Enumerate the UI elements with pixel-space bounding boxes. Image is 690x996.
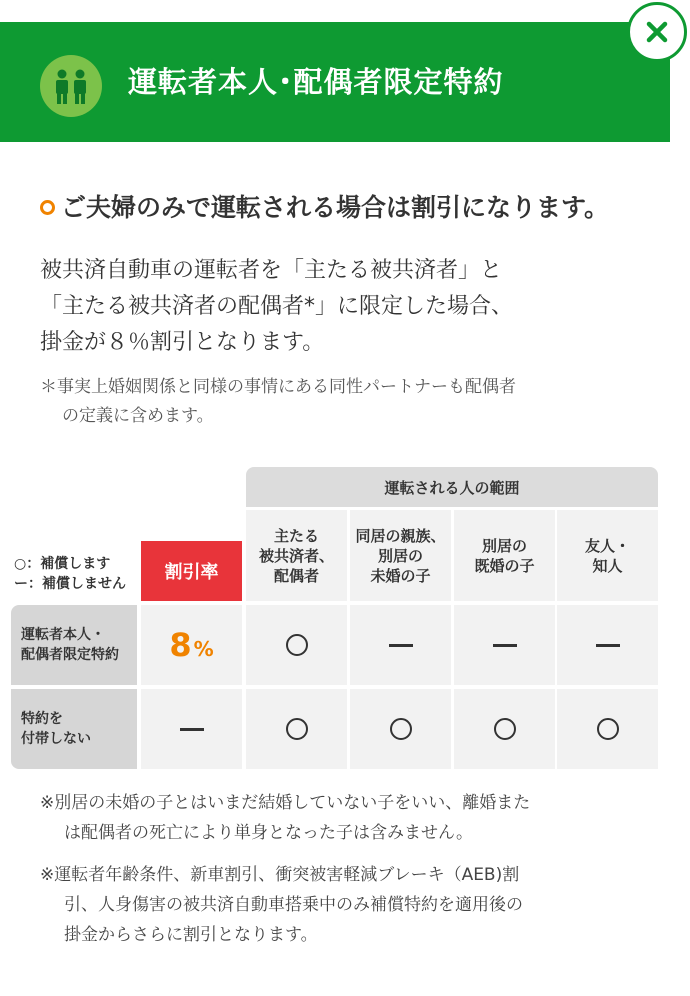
ring-bullet-icon — [40, 200, 55, 215]
asterisk-note: ＊事実上婚姻関係と同様の事情にある同性パートナーも配偶者 の定義に含めます。 — [40, 377, 516, 426]
lead-text: ご夫婦のみで運転される場合は割引になります。 — [40, 188, 609, 224]
legend: ○：補償します ー：補償しません — [14, 556, 126, 592]
page-title: 運転者本人･配偶者限定特約 — [128, 65, 504, 99]
close-icon — [630, 5, 684, 59]
coverage-cell — [557, 689, 658, 769]
description-line: 掛金が８％割引となります。 — [40, 330, 325, 355]
coverage-cell — [246, 605, 347, 685]
coverage-cell — [350, 605, 451, 685]
coverage-cell — [350, 689, 451, 769]
not-applicable-dash-icon — [180, 728, 204, 731]
discount-rate: 8 % — [169, 626, 214, 664]
covered-circle-icon — [286, 718, 308, 740]
close-button[interactable] — [627, 2, 687, 62]
footnote-discount-order: ※運転者年齢条件、新車割引、衝突被害軽減ブレーキ（AEB)割 引、人身傷害の被共済自動車搭乗中のみ補償特約を適用後の 掛金からさらに割引となります。 — [40, 865, 523, 945]
covered-circle-icon — [494, 718, 516, 740]
description-line: 被共済自動車の運転者を「主たる被共済者」と — [40, 258, 503, 283]
not-covered-dash-icon — [493, 644, 517, 647]
coverage-cell — [454, 689, 555, 769]
coverage-cell — [454, 605, 555, 685]
column-header-separate-married-child: 別居の 既婚の子 — [454, 510, 555, 601]
column-header-cohabiting-family: 同居の親族、 別居の 未婚の子 — [350, 510, 451, 601]
column-header-main-insured: 主たる 被共済者、 配偶者 — [246, 510, 347, 601]
covered-circle-icon — [286, 634, 308, 656]
column-header-friends: 友人・ 知人 — [557, 510, 658, 601]
coverage-cell — [557, 605, 658, 685]
description — [40, 253, 660, 361]
coverage-cell — [246, 689, 347, 769]
row-label-limited-rider: 運転者本人・ 配偶者限定特約 — [11, 605, 137, 685]
two-people-icon — [40, 55, 102, 117]
covered-circle-icon — [597, 718, 619, 740]
covered-circle-icon — [390, 718, 412, 740]
footnote-unmarried-child: ※別居の未婚の子とはいまだ結婚していない子をいい、離婚また は配偶者の死亡により単身となった子は含みません。 — [40, 793, 531, 843]
rate-header: 割引率 — [141, 541, 242, 601]
row-label-no-rider: 特約を 付帯しない — [11, 689, 137, 769]
description-line: 「主たる被共済者の配偶者*」に限定した場合、 — [40, 294, 514, 319]
rate-value-cell — [141, 605, 242, 685]
not-covered-dash-icon — [389, 644, 413, 647]
range-header: 運転される人の範囲 — [246, 467, 658, 507]
header-bar — [0, 22, 670, 142]
rate-value-cell — [141, 689, 242, 769]
not-covered-dash-icon — [596, 644, 620, 647]
